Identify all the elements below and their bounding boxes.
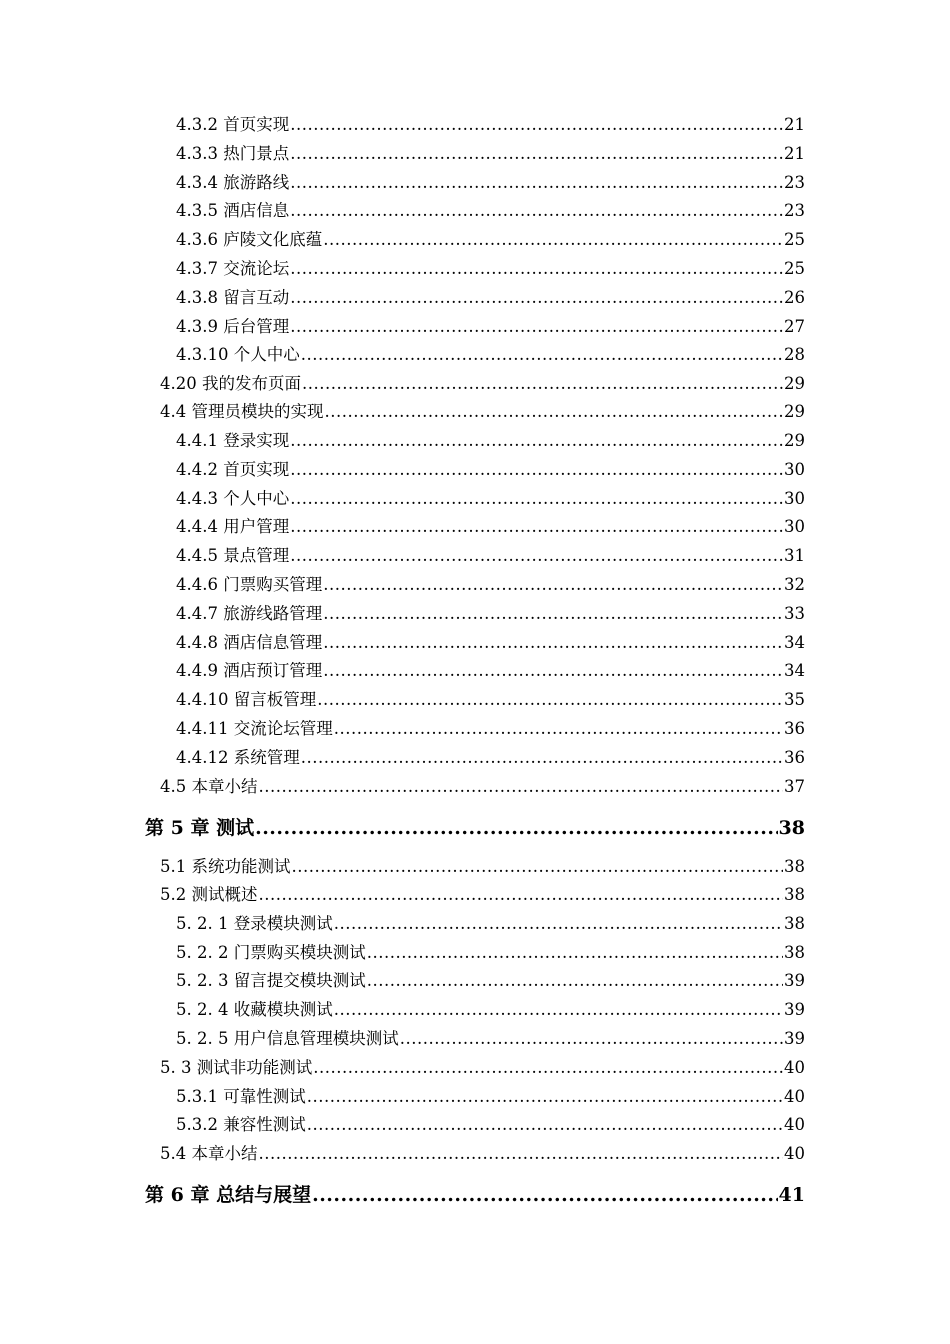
dot-leader — [290, 287, 783, 309]
toc-entry-page-number: 25 — [784, 259, 805, 278]
dot-leader — [290, 545, 783, 567]
toc-entry-title: 4.4.3 个人中心 — [176, 489, 290, 508]
toc-entry-title: 5.2 测试概述 — [160, 885, 258, 904]
dot-leader — [334, 913, 783, 935]
toc-entry-page-number: 38 — [784, 943, 805, 962]
dot-leader — [259, 776, 784, 798]
toc-entry-page-number: 39 — [784, 971, 805, 990]
toc-entry-page-number: 37 — [784, 777, 805, 796]
toc-entry-title: 4.4.4 用户管理 — [176, 517, 290, 536]
toc-entry-title: 4.3.9 后台管理 — [176, 317, 290, 336]
toc-entry-page-number: 26 — [784, 288, 805, 307]
toc-entry[interactable] — [176, 660, 805, 682]
toc-entry-page-number: 34 — [784, 661, 805, 680]
dot-leader — [290, 200, 783, 222]
toc-entry-title: 4.3.10 个人中心 — [176, 345, 300, 364]
toc-entry-page-number: 40 — [784, 1144, 805, 1163]
dot-leader — [312, 1183, 777, 1207]
toc-entry-page-number: 36 — [784, 719, 805, 738]
toc-entry-page-number: 35 — [784, 690, 805, 709]
toc-chapter-entry[interactable] — [145, 1183, 805, 1207]
toc-entry-title: 5. 3 测试非功能测试 — [160, 1058, 313, 1077]
toc-entry-title: 4.4.2 首页实现 — [176, 460, 290, 479]
toc-entry[interactable] — [176, 459, 805, 481]
toc-entry-title: 4.3.2 首页实现 — [176, 115, 290, 134]
dot-leader — [400, 1028, 783, 1050]
dot-leader — [292, 856, 784, 878]
toc-entry-page-number: 39 — [784, 1029, 805, 1048]
dot-leader — [290, 258, 783, 280]
toc-entry[interactable] — [176, 689, 805, 711]
toc-entry-title: 4.4.8 酒店信息管理 — [176, 633, 323, 652]
toc-entry-page-number: 38 — [778, 817, 805, 839]
toc-entry-page-number: 29 — [784, 431, 805, 450]
toc-entry-title: 第 6 章 总结与展望 — [145, 1184, 312, 1206]
toc-entry-title: 4.4.9 酒店预订管理 — [176, 661, 323, 680]
toc-entry[interactable] — [176, 999, 805, 1021]
dot-leader — [323, 229, 783, 251]
toc-entry[interactable] — [176, 287, 805, 309]
toc-entry-page-number: 23 — [784, 201, 805, 220]
toc-entry-page-number: 39 — [784, 1000, 805, 1019]
dot-leader — [367, 942, 783, 964]
toc-entry-page-number: 30 — [784, 489, 805, 508]
dot-leader — [290, 172, 783, 194]
toc-entry-title: 4.3.7 交流论坛 — [176, 259, 290, 278]
dot-leader — [255, 816, 777, 840]
toc-entry[interactable] — [176, 229, 805, 251]
toc-entry[interactable] — [176, 970, 805, 992]
toc-entry-title: 5. 2. 4 收藏模块测试 — [176, 1000, 333, 1019]
toc-entry-page-number: 36 — [784, 748, 805, 767]
toc-entry[interactable] — [176, 747, 805, 769]
dot-leader — [334, 718, 783, 740]
toc-entry-title: 4.4.5 景点管理 — [176, 546, 290, 565]
toc-entry-page-number: 38 — [784, 885, 805, 904]
toc-entry-title: 5.3.2 兼容性测试 — [176, 1115, 306, 1134]
toc-entry-title: 4.20 我的发布页面 — [160, 374, 301, 393]
toc-entry-title: 4.3.8 留言互动 — [176, 288, 290, 307]
dot-leader — [317, 689, 783, 711]
toc-entry[interactable] — [160, 884, 805, 906]
toc-entry-page-number: 40 — [784, 1115, 805, 1134]
toc-entry-title: 5. 2. 2 门票购买模块测试 — [176, 943, 366, 962]
dot-leader — [259, 884, 784, 906]
dot-leader — [307, 1114, 783, 1136]
toc-entry[interactable] — [176, 488, 805, 510]
dot-leader — [290, 516, 783, 538]
dot-leader — [334, 999, 783, 1021]
toc-entry[interactable] — [176, 545, 805, 567]
toc-entry[interactable] — [176, 1114, 805, 1136]
toc-entry-title: 4.4.7 旅游线路管理 — [176, 604, 323, 623]
toc-entry[interactable] — [176, 258, 805, 280]
toc-entry[interactable] — [176, 574, 805, 596]
toc-entry[interactable] — [176, 200, 805, 222]
toc-entry-title: 5.3.1 可靠性测试 — [176, 1087, 306, 1106]
toc-entry-page-number: 40 — [784, 1087, 805, 1106]
toc-entry-title: 4.5 本章小结 — [160, 777, 258, 796]
toc-entry-page-number: 41 — [778, 1184, 805, 1206]
toc-entry[interactable] — [176, 114, 805, 136]
toc-entry-page-number: 34 — [784, 633, 805, 652]
toc-entry[interactable] — [160, 776, 805, 798]
toc-entry-title: 5. 2. 5 用户信息管理模块测试 — [176, 1029, 399, 1048]
toc-entry-title: 4.3.4 旅游路线 — [176, 173, 290, 192]
toc-entry[interactable] — [176, 1028, 805, 1050]
toc-entry-title: 5. 2. 3 留言提交模块测试 — [176, 971, 366, 990]
toc-entry-title: 5.1 系统功能测试 — [160, 857, 291, 876]
dot-leader — [301, 344, 783, 366]
toc-entry-page-number: 32 — [784, 575, 805, 594]
toc-entry-page-number: 29 — [784, 402, 805, 421]
toc-entry-page-number: 33 — [784, 604, 805, 623]
toc-entry[interactable] — [160, 1143, 805, 1165]
toc-entry-title: 5.4 本章小结 — [160, 1144, 258, 1163]
dot-leader — [259, 1143, 784, 1165]
toc-entry-page-number: 29 — [784, 374, 805, 393]
toc-entry-page-number: 21 — [784, 115, 805, 134]
toc-entry-page-number: 40 — [784, 1058, 805, 1077]
dot-leader — [290, 488, 783, 510]
toc-entry-title: 4.4.1 登录实现 — [176, 431, 290, 450]
toc-entry-title: 4.4 管理员模块的实现 — [160, 402, 324, 421]
dot-leader — [323, 603, 783, 625]
toc-entry-title: 4.4.12 系统管理 — [176, 748, 300, 767]
toc-entry[interactable] — [176, 718, 805, 740]
dot-leader — [313, 1057, 783, 1079]
toc-entry[interactable] — [176, 603, 805, 625]
dot-leader — [290, 459, 783, 481]
dot-leader — [301, 747, 783, 769]
toc-entry[interactable] — [160, 373, 805, 395]
toc-entry-title: 4.4.10 留言板管理 — [176, 690, 317, 709]
toc-entry[interactable] — [176, 632, 805, 654]
toc-entry-page-number: 27 — [784, 317, 805, 336]
toc-entry-page-number: 28 — [784, 345, 805, 364]
toc-entry-title: 4.4.11 交流论坛管理 — [176, 719, 333, 738]
toc-entry[interactable] — [176, 1086, 805, 1108]
toc-entry-title: 4.3.6 庐陵文化底蕴 — [176, 230, 323, 249]
toc-entry-title: 4.4.6 门票购买管理 — [176, 575, 323, 594]
toc-entry-page-number: 25 — [784, 230, 805, 249]
dot-leader — [302, 373, 783, 395]
dot-leader — [290, 114, 783, 136]
toc-entry-title: 第 5 章 测试 — [145, 817, 255, 839]
toc-entry[interactable] — [176, 344, 805, 366]
toc-entry-page-number: 23 — [784, 173, 805, 192]
toc-entry-page-number: 31 — [784, 546, 805, 565]
toc-entry[interactable] — [176, 143, 805, 165]
toc-entry[interactable] — [160, 856, 805, 878]
toc-entry-title: 4.3.5 酒店信息 — [176, 201, 290, 220]
toc-entry-page-number: 21 — [784, 144, 805, 163]
toc-entry-page-number: 30 — [784, 517, 805, 536]
dot-leader — [367, 970, 783, 992]
toc-entry[interactable] — [160, 401, 805, 423]
toc-entry[interactable] — [160, 1057, 805, 1079]
toc-entry[interactable] — [176, 913, 805, 935]
toc-entry[interactable] — [176, 316, 805, 338]
dot-leader — [290, 316, 783, 338]
toc-entry[interactable] — [176, 430, 805, 452]
toc-entry-page-number: 38 — [784, 914, 805, 933]
dot-leader — [325, 401, 784, 423]
toc-entry-page-number: 30 — [784, 460, 805, 479]
toc-entry[interactable] — [176, 942, 805, 964]
toc-entry[interactable] — [176, 516, 805, 538]
dot-leader — [323, 632, 783, 654]
dot-leader — [290, 143, 783, 165]
toc-entry-title: 5. 2. 1 登录模块测试 — [176, 914, 333, 933]
dot-leader — [323, 660, 783, 682]
dot-leader — [290, 430, 783, 452]
toc-entry-page-number: 38 — [784, 857, 805, 876]
toc-chapter-entry[interactable] — [145, 816, 805, 840]
toc-entry-title: 4.3.3 热门景点 — [176, 144, 290, 163]
dot-leader — [323, 574, 783, 596]
toc-entry[interactable] — [176, 172, 805, 194]
dot-leader — [307, 1086, 783, 1108]
